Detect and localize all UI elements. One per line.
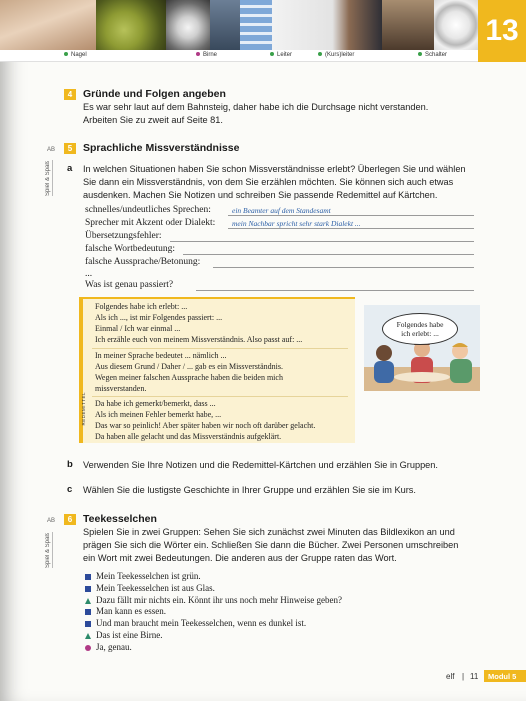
chapter-badge [478,0,526,62]
square-bullet-icon [85,609,91,615]
picture-dictionary-strip [0,0,478,50]
dialogue-list [85,571,342,654]
dialogue-line: Man kann es essen. [85,606,342,618]
page-number: 11 [470,672,479,681]
caption-birne: Birne [196,52,217,58]
exercise-number-5: 5 [64,143,76,154]
subtask-c-text: Wählen Sie die lustigste Geschichte in Ihrer Gruppe und erzählen Sie sie im Kurs. [83,485,416,495]
section-6-line-2: prägen Sie sich die Wörter ein. Schließen Sie dann die Bücher. Zwei Personen umschreiben [83,540,459,550]
speech-bubble [382,313,458,345]
photo-pear [96,0,166,50]
answer-line [228,215,474,216]
redemittel-phrase: Wegen meiner falschen Aussprache haben die beiden mich [95,373,283,382]
dialogue-line: Und man braucht mein Teekesselchen, wenn es dunkel ist. [85,618,342,630]
answer-line [196,290,474,291]
side-tag-game: Spiel & Spaß [45,160,51,196]
caption-kursleiter: (Kurs)leiter [318,52,354,58]
module-label: Modul 5 [488,672,517,681]
triangle-bullet-icon [85,598,91,604]
square-bullet-icon [85,621,91,627]
dialogue-line: Dazu fällt mir nichts ein. Könnt ihr uns noch mehr Hinweise geben? [85,595,342,607]
caption-nagel: Nagel [64,52,87,58]
redemittel-side-label: REDEMITTEL [81,392,86,426]
subtask-a-line-3: ausdenken. Machen Sie Notizen und schreiben Sie passende Redemittel auf Kärtchen. [83,190,438,200]
square-bullet-icon [85,586,91,592]
subtask-a-line-2: Sie dann ein Missverständnis, von dem Sie erzählen möchten. Sie können sich auch etwas [83,177,454,187]
form-label-what-happened: Was ist genau passiert? [85,280,174,290]
answer-line [170,241,474,242]
answer-line [228,228,474,229]
chapter-number: 13 [485,14,519,47]
subtask-b-letter: b [67,459,73,470]
redemittel-phrase: Ich erzähle euch von meinem Missverständnis. Also passt auf: ... [95,335,303,344]
bullet-dot-icon [64,52,68,56]
circle-bullet-icon [85,645,91,651]
footer-separator: | [462,672,465,681]
exercise-number-6: 6 [64,514,76,525]
triangle-bullet-icon [85,633,91,639]
redemittel-phrase: Als ich meinen Fehler bemerkt habe, ... [95,410,222,419]
form-label-translation: Übersetzungsfehler: [85,231,162,241]
redemittel-divider [92,348,348,349]
redemittel-phrase: Als ich ..., ist mir Folgendes passiert: ... [95,313,223,322]
square-bullet-icon [85,574,91,580]
photo-nail-finger [0,0,96,50]
redemittel-divider [92,396,348,397]
dialogue-line: Das ist eine Birne. [85,630,342,642]
bubble-line-1: Folgendes habe [396,320,444,329]
handwritten-answer-2: mein Nachbar spricht sehr stark Dialekt ... [232,219,361,228]
redemittel-phrase: Folgendes habe ich erlebt: ... [95,302,188,311]
section-6-line-1: Spielen Sie in zwei Gruppen: Sehen Sie sich zunächst zwei Minuten das Bildlexikon an und [83,527,455,537]
subtask-a-letter: a [67,163,73,174]
caption-schalter: Schalter [418,52,447,58]
photo-light-bulb [166,0,210,50]
photo-switch [434,0,478,50]
redemittel-phrase: Aus diesem Grund / Daher / ... gab es ein Missverständnis. [95,362,283,371]
picture-caption-bar [0,50,478,62]
answer-line [213,267,474,268]
form-label-ellipsis: ... [85,269,93,279]
form-label-word-meaning: falsche Wortbedeutung: [85,244,176,254]
subtask-a-line-1: In welchen Situationen haben Sie schon Missverständnisse erlebt? Überlegen Sie und wählen [83,164,466,174]
side-tag-game: Spiel & Spaß [45,532,51,568]
section-6-title: Teekesselchen [83,513,157,525]
bullet-dot-icon [196,52,200,56]
answer-line [183,254,474,255]
page-word: elf [446,672,455,681]
workbook-reference: AB [47,518,56,524]
handwritten-answer-1: ein Beamter auf dem Standesamt [232,206,331,215]
dialogue-line: Mein Teekesselchen ist grün. [85,571,342,583]
dialogue-line: Ja, genau. [85,642,342,654]
section-5-title: Sprachliche Missverständnisse [83,142,240,154]
section-4-text-line-2: Arbeiten Sie zu zweit auf Seite 81. [83,115,223,125]
caption-leiter: Leiter [270,52,292,58]
photo-person [210,0,240,50]
exercise-number-4: 4 [64,89,76,100]
dialogue-line: Mein Teekesselchen ist aus Glas. [85,583,342,595]
bubble-line-2: ich erlebt: ... [401,329,439,338]
redemittel-phrase: Da haben alle gelacht und das Missverständnis aufgeklärt. [95,432,282,441]
bullet-dot-icon [418,52,422,56]
form-label-fast-speech: schnelles/undeutliches Sprechen: [85,205,211,215]
photo-ladder [240,0,272,50]
redemittel-phrase: Da habe ich gemerkt/bemerkt, dass ... [95,399,216,408]
bullet-dot-icon [270,52,274,56]
subtask-b-text: Verwenden Sie Ihre Notizen und die Redemittel-Kärtchen und erzählen Sie in Gruppen. [83,460,438,470]
redemittel-phrase: In meiner Sprache bedeutet ... nämlich ... [95,351,227,360]
photo-old-man [382,0,434,50]
form-label-pronunciation: falsche Aussprache/Betonung: [85,257,201,267]
workbook-reference: AB [47,147,56,153]
redemittel-phrase: Einmal / Ich war einmal ... [95,324,181,333]
section-6-line-3: ein Wort mit zwei Bedeutungen. Die anderen aus der Gruppe raten das Wort. [83,553,397,563]
redemittel-phrase: missverstanden. [95,384,147,393]
form-label-accent: Sprecher mit Akzent oder Dialekt: [85,218,216,228]
bullet-dot-icon [318,52,322,56]
redemittel-phrase: Das war so peinlich! Aber später haben wir noch oft darüber gelacht. [95,421,316,430]
section-4-title: Gründe und Folgen angeben [83,88,226,100]
subtask-c-letter: c [67,484,73,495]
section-4-text-line-1: Es war sehr laut auf dem Bahnsteig, daher habe ich die Durchsage nicht verstanden. [83,102,429,112]
photo-course-leader [272,0,382,50]
